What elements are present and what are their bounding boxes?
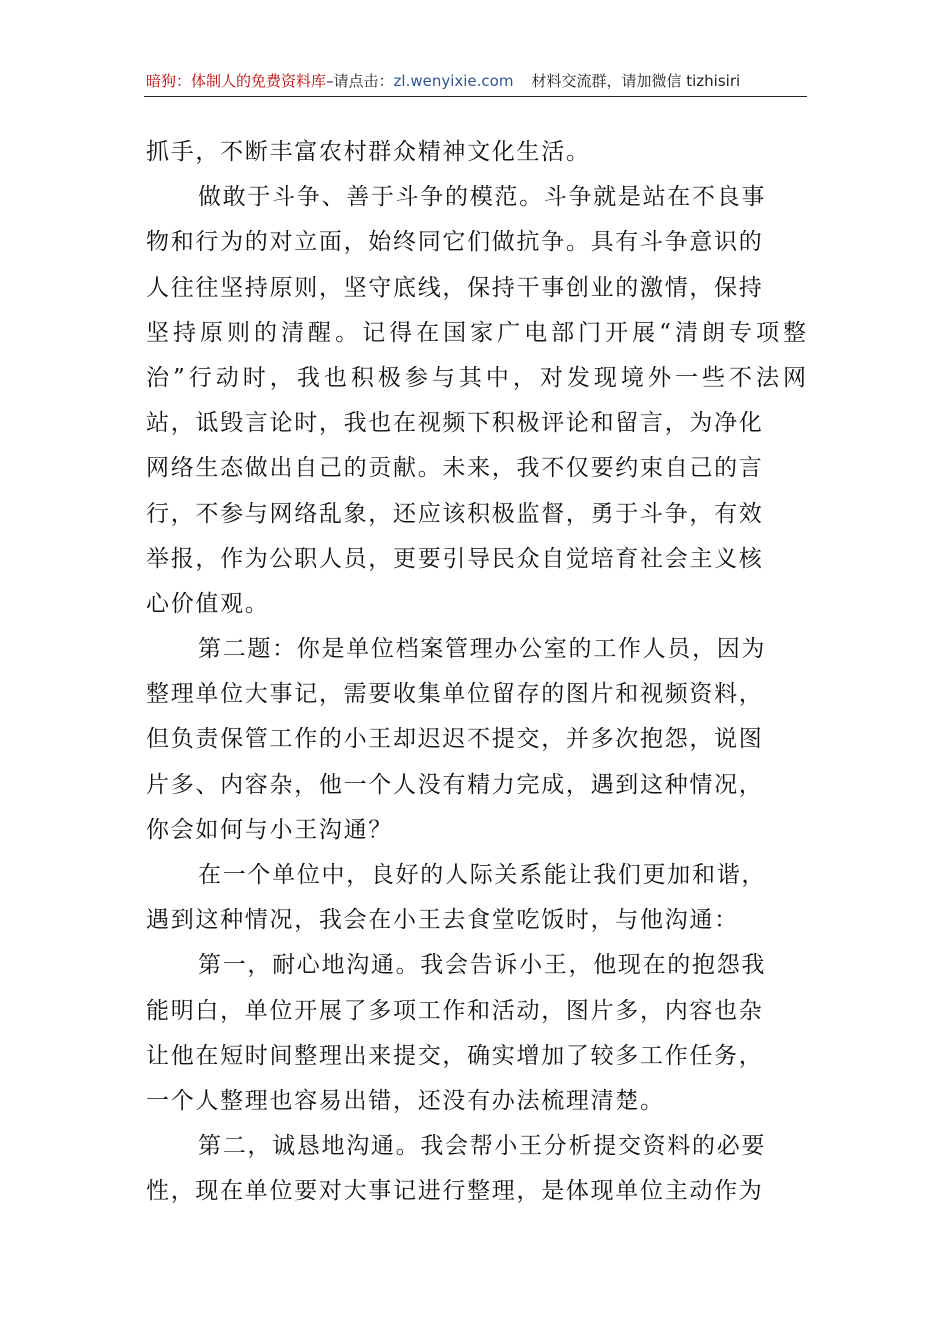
text-line: 性，现在单位要对大事记进行整理，是体现单位主动作为 [146, 1178, 764, 1205]
text-line: 站，诋毁言论时，我也在视频下积极评论和留言，为净化 [146, 410, 764, 437]
text-line: 心价值观。 [146, 590, 270, 617]
text-line: 第二题：你是单位档案管理办公室的工作人员，因为 [198, 636, 767, 663]
text-line: 抓手，不断丰富农村群众精神文化生活。 [146, 139, 591, 165]
document-body [146, 130, 806, 1215]
text-line: 第二，诚恳地沟通。我会帮小王分析提交资料的必要 [198, 1133, 767, 1160]
text-line: 让他在短时间整理出来提交，确实增加了较多工作任务， [146, 1042, 764, 1069]
text-line: 第一，耐心地沟通。我会告诉小王，他现在的抱怨我 [198, 952, 767, 979]
page-header [146, 68, 806, 94]
text-line: 整理单位大事记，需要收集单位留存的图片和视频资料， [146, 681, 764, 708]
text-line: 片多、内容杂，他一个人没有精力完成，遇到这种情况， [146, 771, 764, 798]
text-line: 做敢于斗争、善于斗争的模范。斗争就是站在不良事 [198, 184, 767, 211]
text-line: 举报，作为公职人员，更要引导民众自觉培育社会主义核 [146, 545, 764, 572]
text-line: 治”行动时，我也积极参与其中，对发现境外一些不法网 [146, 364, 806, 391]
header-prompt: –请点击： [326, 72, 394, 90]
text-line: 能明白，单位开展了多项工作和活动，图片多，内容也杂 [146, 997, 764, 1024]
text-line: 一个人整理也容易出错，还没有办法梳理清楚。 [146, 1087, 665, 1114]
text-line: 物和行为的对立面，始终同它们做抗争。具有斗争意识的 [146, 229, 764, 256]
text-line: 在一个单位中，良好的人际关系能让我们更加和谐， [198, 862, 767, 888]
text-line: 网络生态做出自己的贡献。未来，我不仅要约束自己的言 [146, 455, 764, 482]
header-url-link[interactable]: zl.wenyixie.com [393, 72, 514, 90]
text-line: 行，不参与网络乱象，还应该积极监督，勇于斗争，有效 [146, 500, 764, 527]
header-group-note: 材料交流群，请加微信 tizhisiri [531, 72, 741, 90]
text-line: 你会如何与小王沟通？ [146, 816, 393, 843]
text-line: 但负责保管工作的小王却迟迟不提交，并多次抱怨，说图 [146, 726, 764, 753]
text-line: 人往往坚持原则，坚守底线，保持干事创业的激情，保持 [146, 274, 764, 301]
header-divider [144, 96, 807, 97]
text-line: 遇到这种情况，我会在小王去食堂吃饭时，与他沟通： [146, 907, 739, 934]
text-line: 坚持原则的清醒。记得在国家广电部门开展“清朗专项整 [146, 319, 806, 346]
header-site-name: 暗狗：体制人的免费资料库 [146, 72, 327, 90]
